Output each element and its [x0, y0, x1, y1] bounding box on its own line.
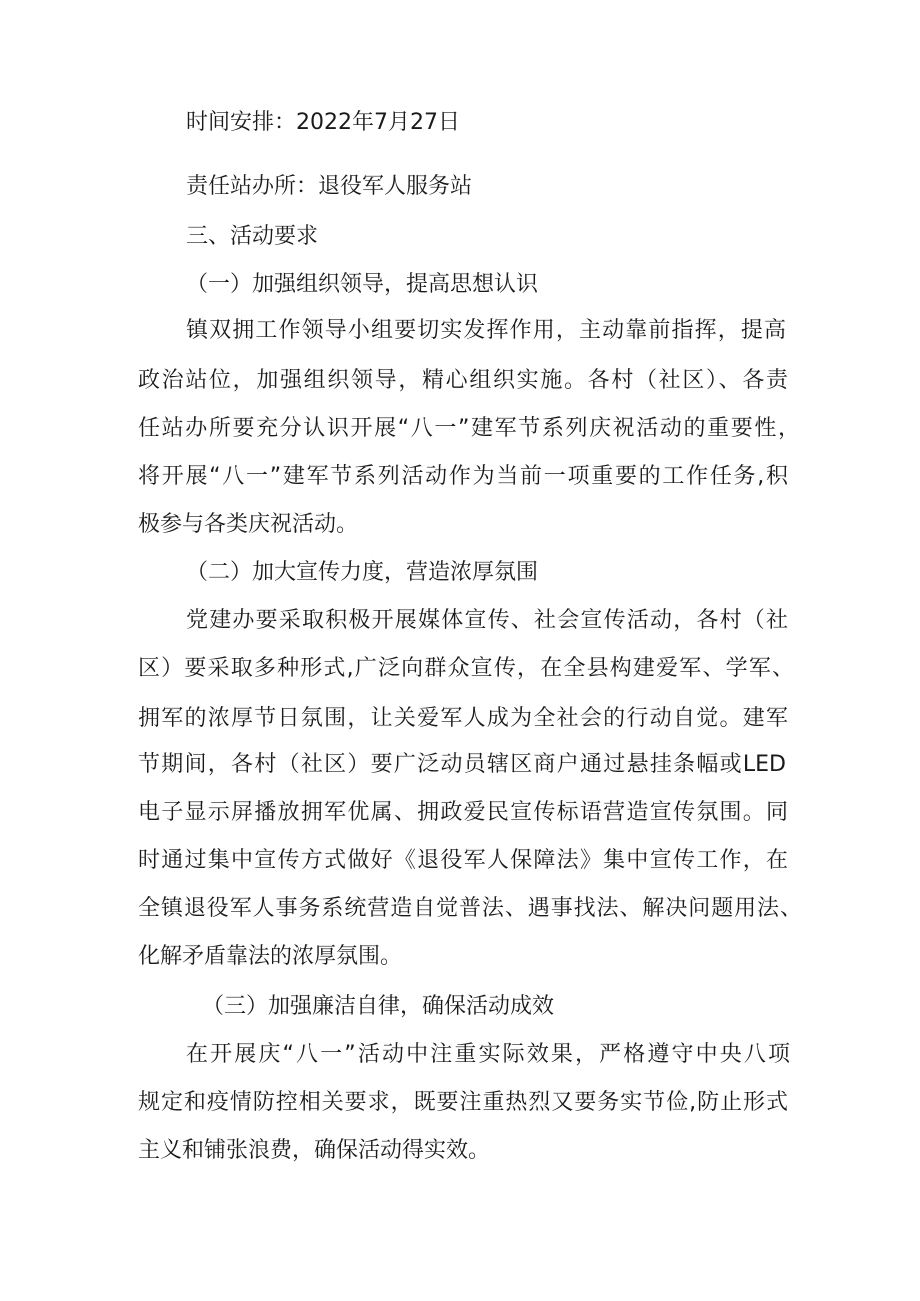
- responsible-line: 责任站办所：退役军人服务站: [186, 174, 473, 199]
- subsection-heading-2: （二）加大宣传力度，营造浓厚氛围: [186, 560, 539, 585]
- paragraph-1-line-1: 镇双拥工作领导小组要切实发挥作用，主动靠前指挥，提高: [186, 318, 786, 343]
- paragraph-2-line-6: 时通过集中宣传方式做好《退役军人保障法》集中宣传工作，在: [138, 848, 788, 873]
- paragraph-2-line-3: 拥军的浓厚节日氛围，让关爱军人成为全社会的行动自觉。建军: [138, 706, 788, 731]
- paragraph-1-line-2: 政治站位，加强组织领导，精心组织实施。各村（社区）、各责: [138, 368, 788, 393]
- paragraph-1-line-3: 任站办所要充分认识开展“八一”建军节系列庆祝活动的重要性，: [138, 416, 800, 441]
- section-heading: 三、活动要求: [186, 224, 319, 249]
- paragraph-3-line-3: 主义和铺张浪费，确保活动得实效。: [138, 1138, 491, 1163]
- paragraph-1-line-4: 将开展“八一”建军节系列活动作为当前一项重要的工作任务,积: [138, 464, 788, 489]
- paragraph-3-line-2: 规定和疫情防控相关要求，既要注重热烈又要务实节俭,防止形式: [138, 1090, 788, 1115]
- paragraph-2-line-5: 电子显示屏播放拥军优属、拥政爱民宣传标语营造宣传氛围。同: [138, 800, 788, 825]
- schedule-line: 时间安排：2022年7月27日: [186, 110, 460, 135]
- paragraph-3-line-1: 在开展庆“八一”活动中注重实际效果，严格遵守中央八项: [186, 1042, 790, 1067]
- paragraph-2-line-8: 化解矛盾靠法的浓厚氛围。: [138, 944, 403, 969]
- paragraph-1-line-5: 极参与各类庆祝活动。: [138, 512, 359, 537]
- paragraph-2-line-2: 区）要采取多种形式,广泛向群众宣传，在全县构建爱军、学军、: [138, 656, 794, 681]
- subsection-heading-1: （一）加强组织领导，提高思想认识: [186, 272, 539, 297]
- paragraph-2-line-4: 节期间，各村（社区）要广泛动员辖区商户通过悬挂条幅或LED: [138, 752, 786, 777]
- paragraph-2-line-7: 全镇退役军人事务系统营造自觉普法、遇事找法、解决问题用法、: [138, 896, 802, 921]
- subsection-heading-3: （三）加强廉洁自律，确保活动成效: [202, 994, 555, 1019]
- paragraph-2-line-1: 党建办要采取积极开展媒体宣传、社会宣传活动，各村（社: [186, 608, 788, 633]
